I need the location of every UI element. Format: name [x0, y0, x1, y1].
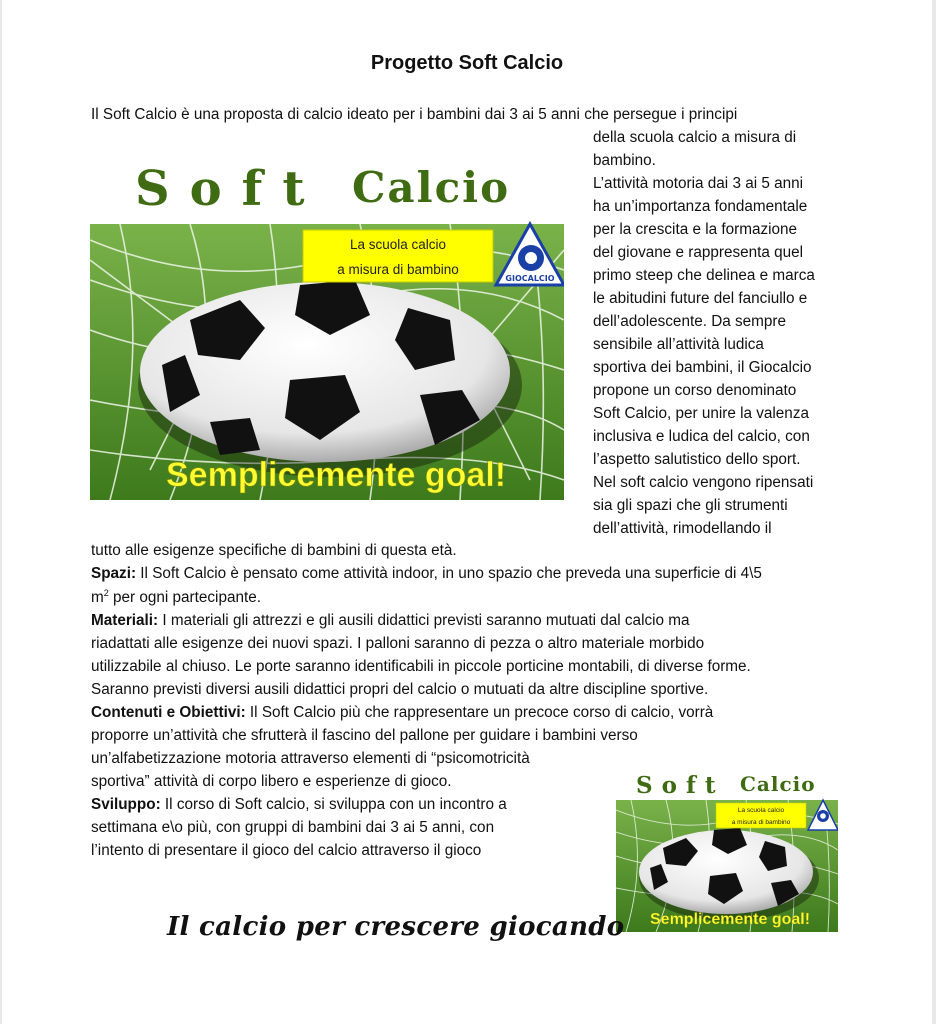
- materiali-label: Materiali:: [91, 612, 159, 629]
- spazi-unit-sup: 2: [103, 587, 109, 598]
- right-column-line: della scuola calcio a misura di: [593, 129, 797, 146]
- spazi-label: Spazi:: [91, 565, 137, 582]
- contenuti-line-4: sportiva” attività di corpo libero e esperienze di gioco.: [91, 773, 452, 790]
- materiali-line-4: Saranno previsti diversi ausili didattici propri del calcio o mutuati da altre discipline sportive.: [91, 681, 709, 698]
- right-column-line: propone un corso denominato: [593, 382, 797, 399]
- poster-title-soft-small: Soft: [636, 772, 725, 799]
- sviluppo-line-2: settimana e\o più, con gruppi di bambini dai 3 ai 5 anni, con: [91, 819, 495, 836]
- contenuti-line-2: proporre un’attività che sfrutterà il fascino del pallone per guidare i bambini verso: [91, 727, 638, 744]
- intro-line: Il Soft Calcio è una proposta di calcio ideato per i bambini dai 3 ai 5 anni che persegue i principi: [91, 106, 738, 123]
- spazi-unit: m: [91, 589, 104, 606]
- banner-line-2: a misura di bambino: [337, 262, 459, 277]
- poster-title-calcio: Calcio: [352, 163, 511, 212]
- banner-line-2-small: a misura di bambino: [731, 819, 791, 826]
- right-column-line: inclusiva e ludica del calcio, con: [593, 428, 810, 445]
- right-column-line: sportiva dei bambini, il Giocalcio: [593, 359, 812, 376]
- right-column-line: le abitudini future del fanciullo e: [593, 290, 808, 307]
- contenuti-label: Contenuti e Obiettivi:: [91, 704, 246, 721]
- sviluppo-line-1: [91, 794, 507, 817]
- tagline: Il calcio per crescere giocando: [167, 912, 625, 942]
- poster-title-calcio-small: Calcio: [740, 772, 816, 796]
- sviluppo-text-1: Il corso di Soft calcio, si sviluppa con un incontro a: [160, 796, 507, 813]
- right-column-line: dell’attività, rimodellando il: [593, 520, 772, 537]
- spazi-text-2: per ogni partecipante.: [108, 589, 261, 606]
- right-column-line: l’aspetto salutistico dello sport.: [593, 451, 801, 468]
- logo-text: GIOCALCIO: [505, 274, 555, 283]
- right-column-line: del giovane e rappresenta quel: [593, 244, 804, 261]
- document-page: [2, 0, 932, 1024]
- page-title: Progetto Soft Calcio: [370, 52, 564, 74]
- right-column-line: sensibile all’attività ludica: [593, 336, 764, 353]
- banner-line-1-small: La scuola calcio: [737, 807, 785, 814]
- contenuti-line-1: [91, 702, 713, 725]
- spazi-text: Il Soft Calcio è pensato come attività indoor, in uno spazio che preveda una superficie di 4\5: [136, 565, 762, 582]
- right-column-line: Nel soft calcio vengono ripensati: [593, 474, 814, 491]
- intro-end-line: tutto alle esigenze specifiche di bambini di questa età.: [91, 542, 457, 559]
- right-column-line: sia gli spazi che gli strumenti: [593, 497, 788, 514]
- banner-line-1: La scuola calcio: [349, 237, 447, 252]
- sviluppo-label: Sviluppo:: [91, 796, 161, 813]
- sviluppo-line-3: l’intento di presentare il gioco del calcio attraverso il gioco: [91, 842, 482, 859]
- right-column-line: dell’adolescente. Da sempre: [593, 313, 787, 330]
- materiali-line-1: [91, 610, 690, 633]
- soft-calcio-poster-small: [616, 766, 838, 932]
- materiali-line-2: riadattati alle esigenze dei nuovi spazi. I palloni saranno di pezza o altro materiale morbido: [91, 635, 705, 652]
- poster-title-soft: Soft: [135, 161, 325, 217]
- materiali-text-1: I materiali gli attrezzi e gli ausili didattici previsti saranno mutuati dal calcio ma: [158, 612, 690, 629]
- poster-slogan: Semplicemente goal!: [166, 456, 507, 494]
- right-column-line: L’attività motoria dai 3 ai 5 anni: [593, 175, 804, 192]
- contenuti-text-1: Il Soft Calcio più che rappresentare un precoce corso di calcio, vorrà: [245, 704, 714, 721]
- right-column-line: Soft Calcio, per unire la valenza: [593, 405, 809, 422]
- right-column-line: per la crescita e la formazione: [593, 221, 798, 238]
- materiali-line-3: utilizzabile al chiuso. Le porte saranno identificabili in piccole porticine montabili, di diverse forme.: [91, 658, 751, 675]
- right-column-line: primo steep che delinea e marca: [593, 267, 815, 284]
- poster-slogan-small: Semplicemente goal!: [650, 911, 811, 928]
- soft-calcio-poster-large: [90, 150, 564, 500]
- spazi-paragraph-line2: [91, 587, 261, 610]
- contenuti-line-3: un’alfabetizzazione motoria attraverso elementi di “psicomotricità: [91, 750, 530, 767]
- right-column-line: bambino.: [593, 152, 656, 169]
- right-column-line: ha un’importanza fondamentale: [593, 198, 808, 215]
- spazi-paragraph: [91, 563, 762, 586]
